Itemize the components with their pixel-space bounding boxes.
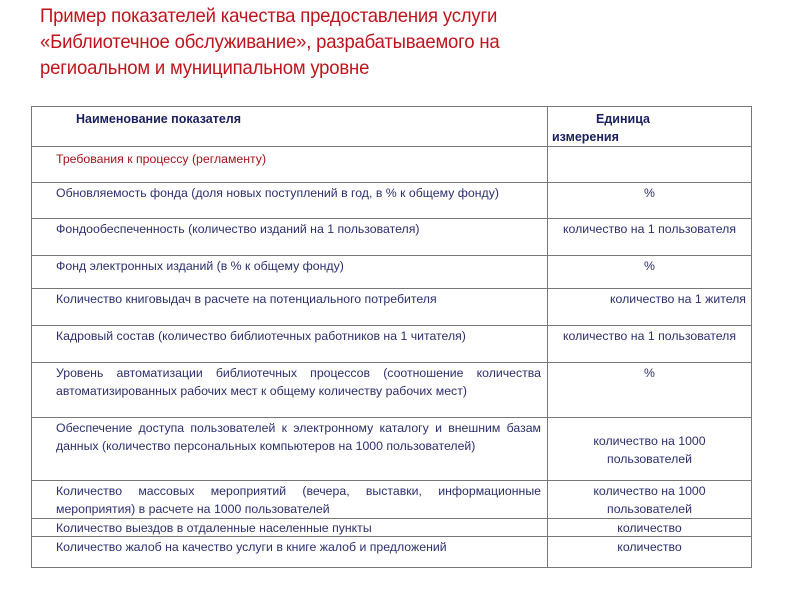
title-line: «Библиотечное обслуживание», разрабатываемого на — [40, 31, 500, 53]
slide-title — [40, 3, 724, 81]
indicator-unit: количество на 1000 пользователей — [548, 418, 752, 481]
indicator-unit: количество на 1 пользователя — [548, 326, 752, 363]
table-row — [32, 256, 752, 289]
indicator-name: Обновляемость фонда (доля новых поступлений в год, в % к общему фонду) — [32, 183, 548, 219]
indicator-unit: % — [548, 256, 752, 289]
table-row — [32, 183, 752, 219]
indicators-table — [31, 106, 752, 568]
header-unit-line2: измерения — [552, 130, 619, 144]
indicator-name: Количество книговыдач в расчете на потенциального потребителя — [32, 289, 548, 326]
indicator-unit: количество на 1000 пользователей — [548, 481, 752, 519]
title-line: Пример показателей качества предоставления услуги — [40, 5, 498, 27]
indicator-unit: количество — [548, 537, 752, 568]
title-line: региоальном и муниципальном уровне — [40, 57, 370, 79]
table-row — [32, 219, 752, 256]
header-indicator-name: Наименование показателя — [32, 107, 548, 147]
indicator-unit: % — [548, 183, 752, 219]
indicator-name: Кадровый состав (количество библиотечных работников на 1 читателя) — [32, 326, 548, 363]
indicator-name: Количество выездов в отдаленные населенные пункты — [32, 519, 548, 537]
indicator-unit: количество на 1 жителя — [548, 289, 752, 326]
indicator-name: Фонд электронных изданий (в % к общему фонду) — [32, 256, 548, 289]
indicator-name: Количество массовых мероприятий (вечера, выставки, информационные мероприятия) в расчете на 1000 пользователей — [32, 481, 548, 519]
indicator-name: Фондообеспеченность (количество изданий на 1 пользователя) — [32, 219, 548, 256]
table-row — [32, 519, 752, 537]
table-row — [32, 481, 752, 519]
table-header-row — [32, 107, 752, 147]
section-unit-empty — [548, 147, 752, 183]
section-row — [32, 147, 752, 183]
header-unit-line1: Единица — [596, 112, 650, 126]
table-row — [32, 363, 752, 418]
indicator-unit: количество — [548, 519, 752, 537]
table-row — [32, 418, 752, 481]
table-row — [32, 289, 752, 326]
section-label: Требования к процессу (регламенту) — [32, 147, 548, 183]
indicator-name: Обеспечение доступа пользователей к электронному каталогу и внешним базам данных (количество персональных компьютеров на 1000 пользователей) — [32, 418, 548, 481]
indicator-unit: количество на 1 пользователя — [548, 219, 752, 256]
indicator-name: Уровень автоматизации библиотечных процессов (соотношение количества автоматизированных рабочих мест к общему количеству рабочих мест) — [32, 363, 548, 418]
header-unit — [548, 107, 752, 147]
indicator-name: Количество жалоб на качество услуги в книге жалоб и предложений — [32, 537, 548, 568]
indicator-unit: % — [548, 363, 752, 418]
table-row — [32, 537, 752, 568]
table-row — [32, 326, 752, 363]
